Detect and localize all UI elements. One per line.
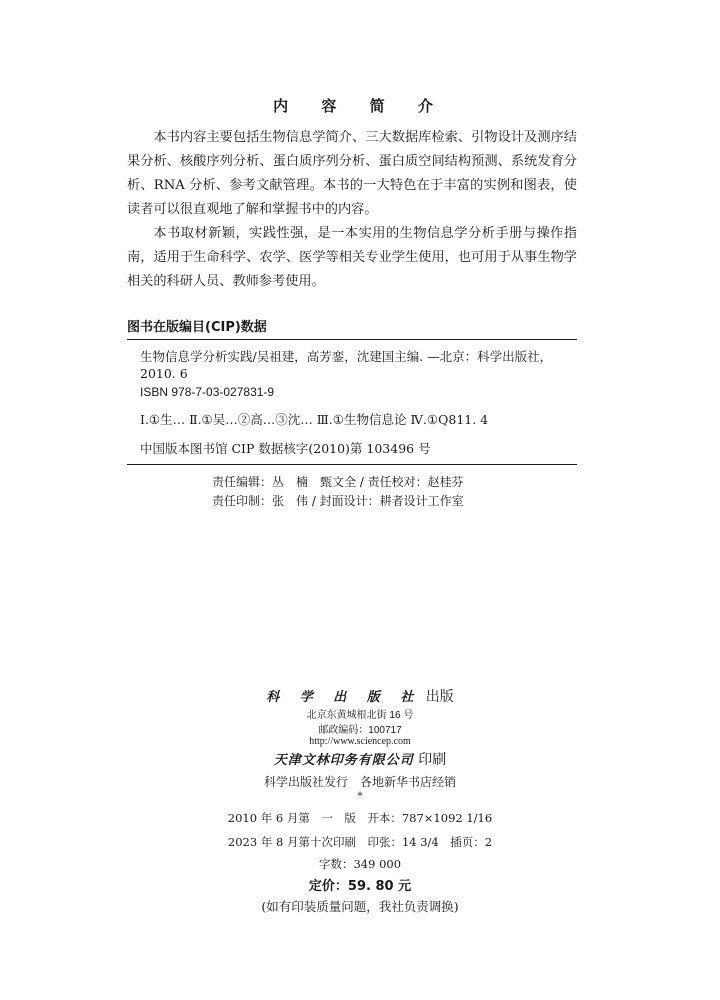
summary-paragraph-2: 本书取材新颖，实践性强，是一本实用的生物信息学分析手册与操作指南，适用于生命科学、农学、医学等相关专业学生使用，也可用于从事生物学相关的科研人员、教师参考使用。 — [127, 226, 577, 289]
cip-top-rule — [127, 339, 577, 340]
publisher-website: http://www.sciencep.com — [309, 736, 411, 747]
cip-bottom-rule — [127, 464, 577, 465]
printer-suffix: 印刷 — [418, 752, 447, 768]
cip-classification: Ⅰ.①生… Ⅱ.①吴…②高…③沈… Ⅲ.①生物信息论 Ⅳ.①Q811. 4 — [140, 412, 489, 427]
credits-editors: 责任编辑：丛 楠 甄文全 / 责任校对：赵桂芬 — [212, 475, 464, 489]
publisher-postcode: 邮政编码：100717 — [318, 725, 402, 736]
cip-description-line-1: 生物信息学分析实践/吴祖建，高芳銮，沈建国主编. —北京：科学出版社， — [140, 349, 553, 364]
price: 定价：59. 80 元 — [308, 879, 412, 894]
word-count: 字数：349 000 — [318, 857, 402, 871]
publisher-address: 北京东黄城根北街 16 号 — [306, 710, 414, 721]
distribution-line: 科学出版社发行 各地新华书店经销 — [263, 775, 456, 789]
summary-paragraph-1: 本书内容主要包括生物信息学简介、三大数据库检索、引物设计及测序结果分析、核酸序列分析、蛋白质序列分析、蛋白质空间结构预测、系统发育分析、RNA 分析、参考文献管理。本书的一大特色在于丰富的实例和图表，使读者可以很直观地了解和掌握书中的内容。 — [127, 130, 577, 217]
printer-line — [0, 749, 720, 769]
printer-logo: 天津文林印务有限公司 — [273, 753, 414, 768]
separator-asterisk: * — [357, 791, 363, 802]
printing-line: 2023 年 8 月第十次印刷 印张：14 3/4 插页：2 — [227, 835, 493, 849]
edition-line: 2010 年 6 月第 一 版 开本：787×1092 1/16 — [227, 811, 493, 825]
publisher-logo: 科 学 出 版 社 — [266, 690, 422, 705]
quality-notice: (如有印装质量问题，我社负责调换) — [261, 899, 459, 914]
publisher-line — [0, 686, 720, 706]
cip-isbn: ISBN 978-7-03-027831-9 — [140, 385, 275, 399]
cip-description-line-2: 2010. 6 — [140, 366, 188, 381]
summary-title: 内 容 简 介 — [273, 97, 447, 115]
cip-heading: 图书在版编目(CIP)数据 — [127, 320, 267, 335]
credits-production: 责任印制：张 伟 / 封面设计：耕者设计工作室 — [212, 494, 464, 508]
publisher-suffix: 出版 — [425, 689, 454, 705]
cip-record-number: 中国版本图书馆 CIP 数据核字(2010)第 103496 号 — [140, 441, 431, 456]
